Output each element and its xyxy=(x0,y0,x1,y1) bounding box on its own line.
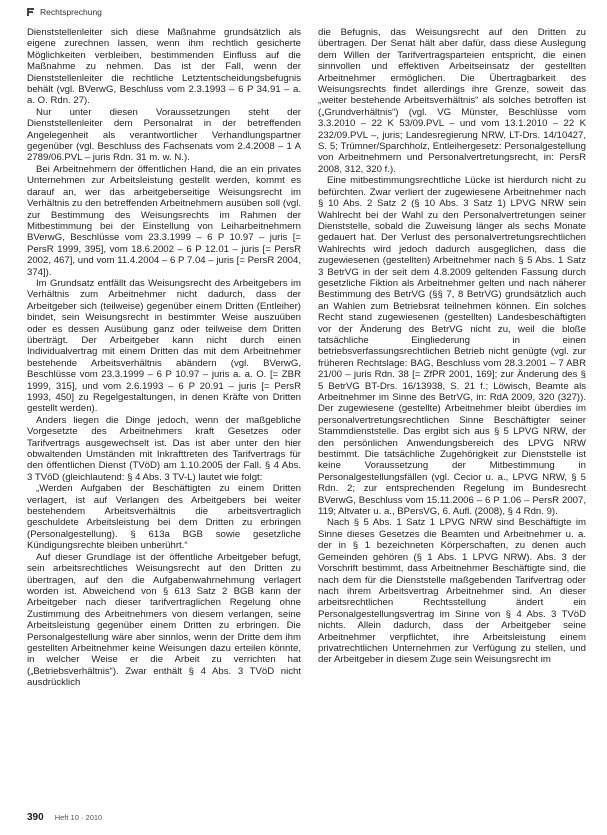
left-column xyxy=(27,27,301,689)
running-head xyxy=(27,5,102,18)
quoted-provision: „Werden Aufgaben der Beschäftigten zu einem Dritten verlagert, ist auf Verlangen des Arbeitgebers bei weiter bestehendem Arbeitsverhältnis die arbeitsvertraglich geschuldete Arbeitsleistung bei dem Dritten zu erbringen (Personalgestellung). § 613a BGB sowie gesetzliche Kündigungsrechte bleiben unberührt.“ xyxy=(27,483,301,552)
paragraph: Auf dieser Grundlage ist der öffentliche Arbeitgeber befugt, sein arbeitsrechtliches Weisungsrecht auf den Dritten zu übertragen, auf den die Aufgabenwahrnehmung verlagert worden ist. Abweichend von § 613 Satz 2 BGB kann der Arbeitgeber nach dieser tarifvertraglichen Regelung ohne Zustimmung des Arbeitnehmers von diesem verlangen, seine Arbeitsleistung gegenüber einem Dritten zu erbringen. Die Personalgestellung wäre aber sinnlos, wenn der Dritte dem ihm gestellten Arbeitnehmer keine Weisungen dazu erteilen könnte, in welcher Weise er die Arbeit zu verrichten hat („Betriebsverhältnis“). Zwar enthält § 4 Abs. 3 TVöD nicht ausdrücklich xyxy=(27,551,301,689)
paragraph: die Befugnis, das Weisungsrecht auf den Dritten zu übertragen. Der Senat hält aber dafür, dass diese Auslegung dem Willen der Tarifvertragsparteien entspricht, die einen sinnvollen und effektiven Arbeitseinsatz der gestellten Arbeitnehmer ermöglichen. Die Übertragbarkeit des Weisungsrechts findet allerdings ihre Grenze, soweit das „weiter bestehende Arbeitsverhältnis“ als solches betroffen ist („Grundverhältnis“) (vgl. VG Münster, Beschlüsse vom 3.3.2010 – 22 K 53/09.PVL – und vom 13.1.2010 – 22 K 232/09.PVL –, juris; Landesregierung NRW, LT-Drs. 14/10427, S. 5; Trümner/Sparchholz, Entleihergesetz: Personalgestellung von Arbeitnehmern und Personalvertretungsrecht, in: PersR 2008, 312, 320 f.). xyxy=(318,27,586,175)
paragraph: Anders liegen die Dinge jedoch, wenn der maßgebliche Vorgesetzte des Arbeitnehmers kraft Gesetzes oder Tarifvertrags ausgewechselt ist. Das ist aber unter den hier obwaltenden Umständen mit Inkrafttreten des Tarifvertrags für den öffentlichen Dienst (TVöD) am 1.10.2005 der Fall. § 4 Abs. 3 TVöD (gleichlautend: § 4 Abs. 3 TV-L) lautet wie folgt: xyxy=(27,414,301,483)
paragraph: Im Grundsatz entfällt das Weisungsrecht des Arbeitgebers im Verhältnis zum Arbeitnehmer nicht dadurch, dass der Arbeitgeber sich (teilweise) gegenüber einem Dritten (Entleiher) bindet, sein Weisungsrecht in bestimmter Weise auszuüben oder es dessen Ausübung ganz oder teilweise dem Dritten überträgt. Der Arbeitgeber kann nicht durch einen Individualvertrag mit einem Dritten das mit dem Arbeitnehmer bestehende Arbeitsverhältnis abändern (vgl. BVerwG, Beschlüsse vom 23.3.1999 – 6 P 10.97 – juris a. a. O. [= ZBR 1999, 315], und vom 2.6.1993 – 6 P 20.91 – juris [= PersR 1993, 450] zu Regelgestaltungen, in denen Kräfte von Dritten gestellt werden). xyxy=(27,277,301,415)
paragraph: Eine mitbestimmungsrechtliche Lücke ist hierdurch nicht zu befürchten. Zwar verliert der zugewiesene Arbeitnehmer nach § 10 Abs. 2 Satz 2 (§ 10 Abs. 3 Satz 1) LPVG NRW sein Wahlrecht bei der Wahl zu den Personalvertretungen seiner Dienststelle, sobald die Zuweisung länger als sechs Monate gedauert hat. Der Verlust des personalvertretungsrechtlichen Wahlrechts wird jedoch dadurch ausgeglichen, dass die zugewiesenen (gestellten) Arbeitnehmer nach § 5 Abs. 1 Satz 3 BetrVG in der seit dem 4.8.2009 geltenden Fassung durch gesetzliche Fiktion als Arbeitnehmer gelten und nach näherer Bestimmung des BetrVG (§§ 7, 8 BetrVG) grundsätzlich auch an Wahlen zum Betriebsrat teilnehmen können. Ein solches Recht stand zugewiesenen (gestellten) Landesbeschäftigten vor der Änderung des BetrVG nicht zu, weil die bloße tatsächliche Eingliederung in einen betriebsverfassungsrechtlichen Betrieb nicht genügte (vgl. zur früheren Rechtslage: BAG, Beschluss vom 28.3.2001 – 7 ABR 21/00 – juris Rdn. 38 [= ZfPR 2001, 169]; zur Änderung des § 5 BetrVG BT-Drs. 16/13938, S. 21 f.; Löwisch, Beamte als Arbeitnehmer im Sinne des BetrVG, in: RdA 2009, 320 (327)). Der zugewiesene (gestellte) Arbeitnehmer bleibt überdies im personalvertretungsrechtlichen Sinne Beschäftigter seiner Stammdienststelle. Das ergibt sich aus § 5 LPVG NRW, der den persönlichen Anwendungsbereich des LPVG NRW bestimmt. Die tatsächliche Zugehörigkeit zur Dienststelle ist keine Voraussetzung der Mitbestimmung in Personalgestellungsfällen (vgl. Cecior u. a., LPVG NRW, § 5 Rdn. 2; zur entsprechenden Regelung im Bundesrecht BVerwG, Beschluss vom 15.11.2006 – 6 P 1.06 – PersR 2007, 119; Altvater u. a., BPersVG, 6. Aufl. (2008), § 4 Rdn. 9). xyxy=(318,175,586,518)
section-marker-icon xyxy=(27,8,34,16)
paragraph: Dienststellenleiter sich diese Maßnahme grundsätzlich als eigene zurechnen lassen, wenn ihm rechtlich gesicherte Möglichkeiten verbleiben, bestimmenden Einfluss auf die Maßnahme zu nehmen. Das ist der Fall, wenn der Dienststellenleiter die rechtliche Letztentscheidungsbefugnis behält (vgl. BVerwG, Beschluss vom 2.3.1993 – 6 P 34.91 – a. a. O. Rdn. 27). xyxy=(27,27,301,107)
page-number: 390 xyxy=(27,812,44,823)
paragraph: Nach § 5 Abs. 1 Satz 1 LPVG NRW sind Beschäftigte im Sinne dieses Gesetzes die Beamten und Arbeitnehmer u. a. der in § 1 bezeichneten Körperschaften, zu denen auch Gemeinden gehören (§ 1 Abs. 1 LPVG NRW). Abs. 3 der Vorschrift bestimmt, dass Arbeitnehmer Beschäftigte sind, die nach dem für die Dienststelle maßgebenden Tarifvertrag oder nach ihrem Arbeitsvertrag Arbeitnehmer sind. An dieser arbeitsrechtlichen Rechtsstellung ändert ein Personalgestellungsvertrag im Sinne von § 4 Abs. 3 TVöD nichts. Allein dadurch, dass der Arbeitgeber seine Arbeitnehmer verpflichtet, ihre Arbeitsleistung einem privatrechtlichen Unternehmen zur Verfügung zu stellen, und der Arbeitgeber in diesem Zuge sein Weisungsrecht im xyxy=(318,517,586,666)
right-column xyxy=(318,27,586,666)
section-title: Rechtsprechung xyxy=(40,6,102,17)
paragraph: Nur unter diesen Voraussetzungen steht der Dienststellenleiter dem Personalrat in der betreffenden Angelegenheit als verantwortlicher Verhandlungspartner gegenüber (vgl. Beschluss des Fachsenats vom 2.4.2008 – 1 A 2789/06.PVL – juris Rdn. 31 m. w. N.). xyxy=(27,106,301,164)
paragraph: Bei Arbeitnehmern der öffentlichen Hand, die an ein privates Unternehmen zur Arbeitsleistung gestellt werden, kommt es darauf an, wer das arbeitgeberseitige Weisungsrecht im Verhältnis zu den betreffenden Arbeitnehmern ausüben soll (vgl. zur Bestimmung des Weisungsrechts im Rahmen der Mitbestimmung bei der Einstellung von Leiharbeitnehmern BVerwG, Beschlüsse vom 23.3.1999 – 6 P 10.97 – juris [= PersR 1999, 395], vom 18.6.2002 – 6 P 12.01 – juris [= PersR 2002, 467], und vom 11.4.2004 – 6 P 7.04 – juris [= PersR 2004, 374]). xyxy=(27,163,301,278)
issue-label: Heft 10 · 2010 xyxy=(54,813,103,822)
page-footer xyxy=(27,812,102,823)
